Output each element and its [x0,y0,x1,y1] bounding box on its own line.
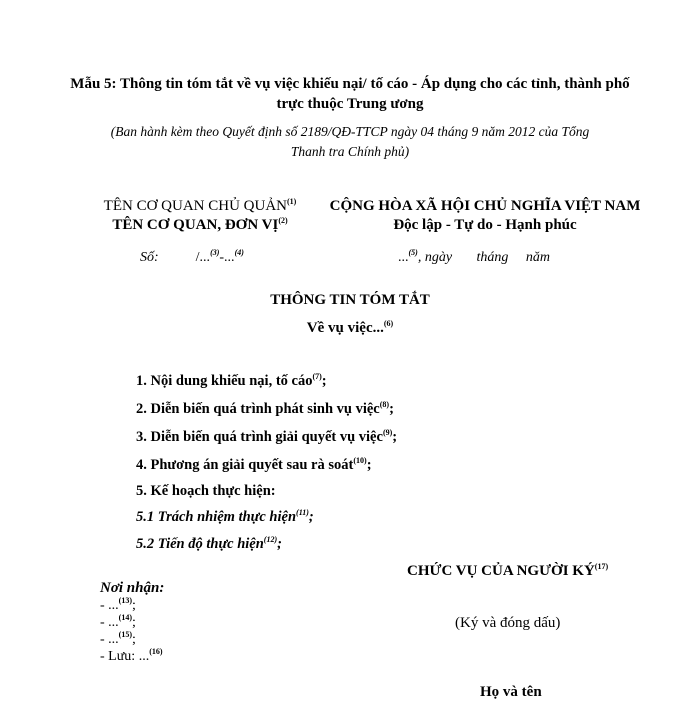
item-text: 2. Diễn biến quá trình phát sinh vụ việc [136,401,380,417]
recipient-line [100,648,164,665]
item-text: 5.1 Trách nhiệm thực hiện [136,509,297,525]
form-title: Mẫu 5: Thông tin tóm tắt về vụ việc khiếu nại/ tố cáo - Áp dụng cho các tỉnh, thành phố trực thuộc Trung ương [70,76,630,112]
recipient-ref: (15) [118,630,132,639]
unit-name-ref: (2) [278,216,288,225]
recipient-ref: (13) [118,596,132,605]
nation-name: CỘNG HÒA XÃ HỘI CHỦ NGHĨA VIỆT NAM [329,198,641,214]
parent-agency-ref: (1) [287,197,297,206]
recipient-end: ; [132,598,136,613]
item-ref: (7) [312,372,322,381]
document-subtitle-ref: (6) [383,319,394,328]
signer-position [407,563,608,580]
item-ref: (8) [379,400,390,409]
item-end: ; [277,536,282,552]
item-end: ; [321,373,327,389]
date-prefix: ... [398,250,409,265]
content-item [136,429,397,446]
date-text: , ngày tháng năm [417,250,551,265]
content-item [136,536,282,553]
number-label: Số: [140,250,159,265]
recipient-end: ; [132,632,136,647]
nation-motto: Độc lập - Tự do - Hạnh phúc [393,217,577,233]
agency-block [70,197,330,235]
unit-name [70,216,330,235]
recipient-line [100,631,164,648]
item-text: 5.2 Tiến độ thực hiện [136,536,264,552]
item-ref: (10) [353,456,367,465]
recipient-text: - Lưu: ... [100,649,150,664]
recipients-heading: Nơi nhận: [100,580,165,596]
sign-stamp-note: (Ký và đóng dấu) [455,615,561,631]
number-line [140,250,244,266]
recipient-text: - ... [100,632,119,647]
number-ref-b: (4) [234,248,244,257]
content-item [136,401,394,418]
signer-position-text: CHỨC VỤ CỦA NGƯỜI KÝ [407,563,595,579]
item-end: ; [366,457,372,473]
item-end: ; [392,429,398,445]
content-item [136,509,314,526]
number-value-b: -... [219,250,235,265]
item-text: 4. Phương án giải quyết sau rà soát [136,457,354,473]
document-subtitle-text: Về vụ việc... [306,320,384,336]
unit-name-label: TÊN CƠ QUAN, ĐƠN VỊ [112,217,279,233]
document-title: THÔNG TIN TÓM TẮT [270,292,430,308]
content-item [136,483,276,500]
signer-position-ref: (17) [594,562,609,571]
parent-agency [70,197,330,216]
recipient-text: - ... [100,615,119,630]
number-ref-a: (3) [210,248,220,257]
recipients-block [100,580,164,665]
number-value-a: /... [195,250,211,265]
date-line [398,250,550,266]
item-end: ; [308,509,314,525]
content-item [136,457,372,474]
recipient-ref: (14) [118,613,132,622]
item-end: ; [389,401,394,417]
signer-name: Họ và tên [480,684,542,700]
content-item [136,373,327,390]
item-text: 3. Diễn biến quá trình giải quyết vụ việc [136,429,383,445]
recipient-ref: (16) [149,647,163,656]
date-ref: (5) [408,248,418,257]
item-text: 1. Nội dung khiếu nại, tố cáo [136,373,313,389]
recipient-line [100,614,164,631]
recipient-line [100,597,164,614]
nation-block [320,197,650,235]
item-ref: (11) [296,508,309,517]
recipient-text: - ... [100,598,119,613]
item-ref: (12) [263,535,278,544]
document-subtitle [180,320,520,337]
item-text: 5. Kế hoạch thực hiện: [136,483,276,499]
item-ref: (9) [382,428,393,437]
recipient-end: ; [132,615,136,630]
form-subtitle: (Ban hành kèm theo Quyết định số 2189/QĐ-TTCP ngày 04 tháng 9 năm 2012 của Tổng Thanh tra Chính phủ) [110,124,590,159]
parent-agency-label: TÊN CƠ QUAN CHỦ QUẢN [103,198,287,214]
